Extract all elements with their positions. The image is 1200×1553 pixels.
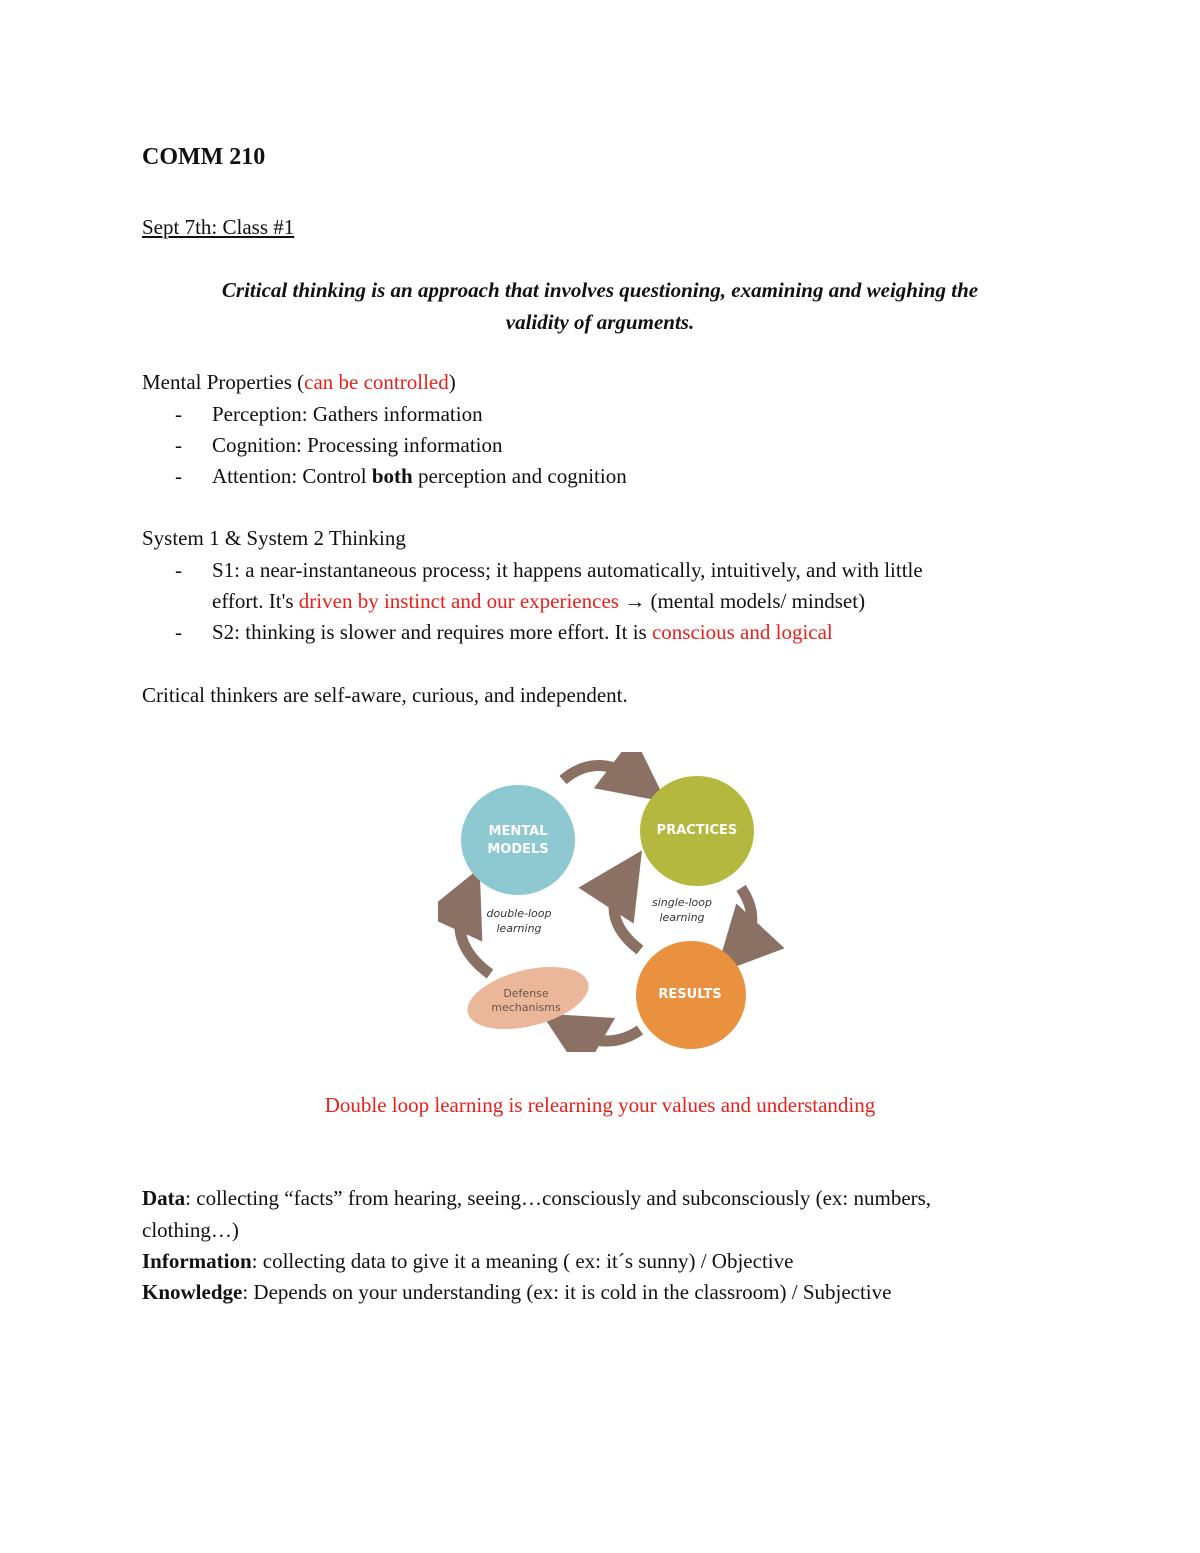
single-loop-label-1: single-loop: [651, 896, 713, 909]
s2-line: S2: thinking is slower and requires more effort. It is conscious and logical: [212, 620, 833, 644]
mental-properties-heading: Mental Properties (can be controlled): [142, 370, 456, 394]
arrow-right: [738, 888, 752, 950]
mental-label-1: MENTAL: [488, 824, 548, 839]
class-date: Sept 7th: Class #1: [142, 215, 295, 239]
bullet-dash: -: [175, 402, 182, 426]
arrow-left: [460, 898, 490, 974]
knowledge-definition: Knowledge: Depends on your understanding (ex: it is cold in the classroom) / Subjective: [142, 1280, 892, 1304]
definition-line-1: Critical thinking is an approach that involves questioning, examining and weighing the: [221, 278, 979, 302]
page-title: COMM 210: [142, 144, 266, 170]
attention-item: Attention: Control both perception and cognition: [212, 464, 627, 488]
double-loop-label-1: double-loop: [486, 907, 552, 920]
results-label: RESULTS: [658, 987, 722, 1002]
arrow-top: [563, 765, 640, 782]
mental-label-2: MODELS: [487, 842, 549, 857]
practices-label: PRACTICES: [656, 823, 738, 838]
bullet-dash: -: [175, 558, 182, 582]
defense-label-2: mechanisms: [491, 1001, 561, 1014]
cognition-item: Cognition: Processing information: [212, 433, 503, 457]
data-definition-line-1: Data: collecting “facts” from hearing, seeing…consciously and subconsciously (ex: numbers,: [142, 1186, 932, 1210]
information-definition: Information: collecting data to give it a meaning ( ex: it´s sunny) / Objective: [142, 1249, 794, 1273]
mental-models-circle: [461, 785, 575, 895]
controlled-highlight: can be controlled: [304, 370, 449, 394]
s1-line-1: S1: a near-instantaneous process; it happens automatically, intuitively, and with little: [212, 558, 923, 582]
definition-line-2: validity of arguments.: [505, 310, 695, 334]
perception-item: Perception: Gathers information: [212, 402, 483, 426]
arrow-bottom: [570, 1030, 640, 1041]
systems-heading: System 1 & System 2 Thinking: [142, 526, 406, 550]
critical-thinkers-sentence: Critical thinkers are self-aware, curious, and independent.: [142, 683, 628, 707]
double-loop-note: Double loop learning is relearning your values and understanding: [324, 1093, 876, 1117]
learning-loop-diagram: [438, 752, 784, 1052]
single-loop-label-2: learning: [659, 911, 705, 924]
double-loop-label-2: learning: [496, 922, 542, 935]
bullet-dash: -: [175, 433, 182, 457]
bullet-dash: -: [175, 620, 182, 644]
data-definition-line-2: clothing…): [142, 1218, 239, 1242]
defense-label-1: Defense: [503, 987, 549, 1000]
s1-line-2: effort. It's driven by instinct and our experiences → (mental models/ mindset): [212, 589, 866, 613]
bullet-dash: -: [175, 464, 182, 488]
arrow-inner: [614, 878, 640, 950]
